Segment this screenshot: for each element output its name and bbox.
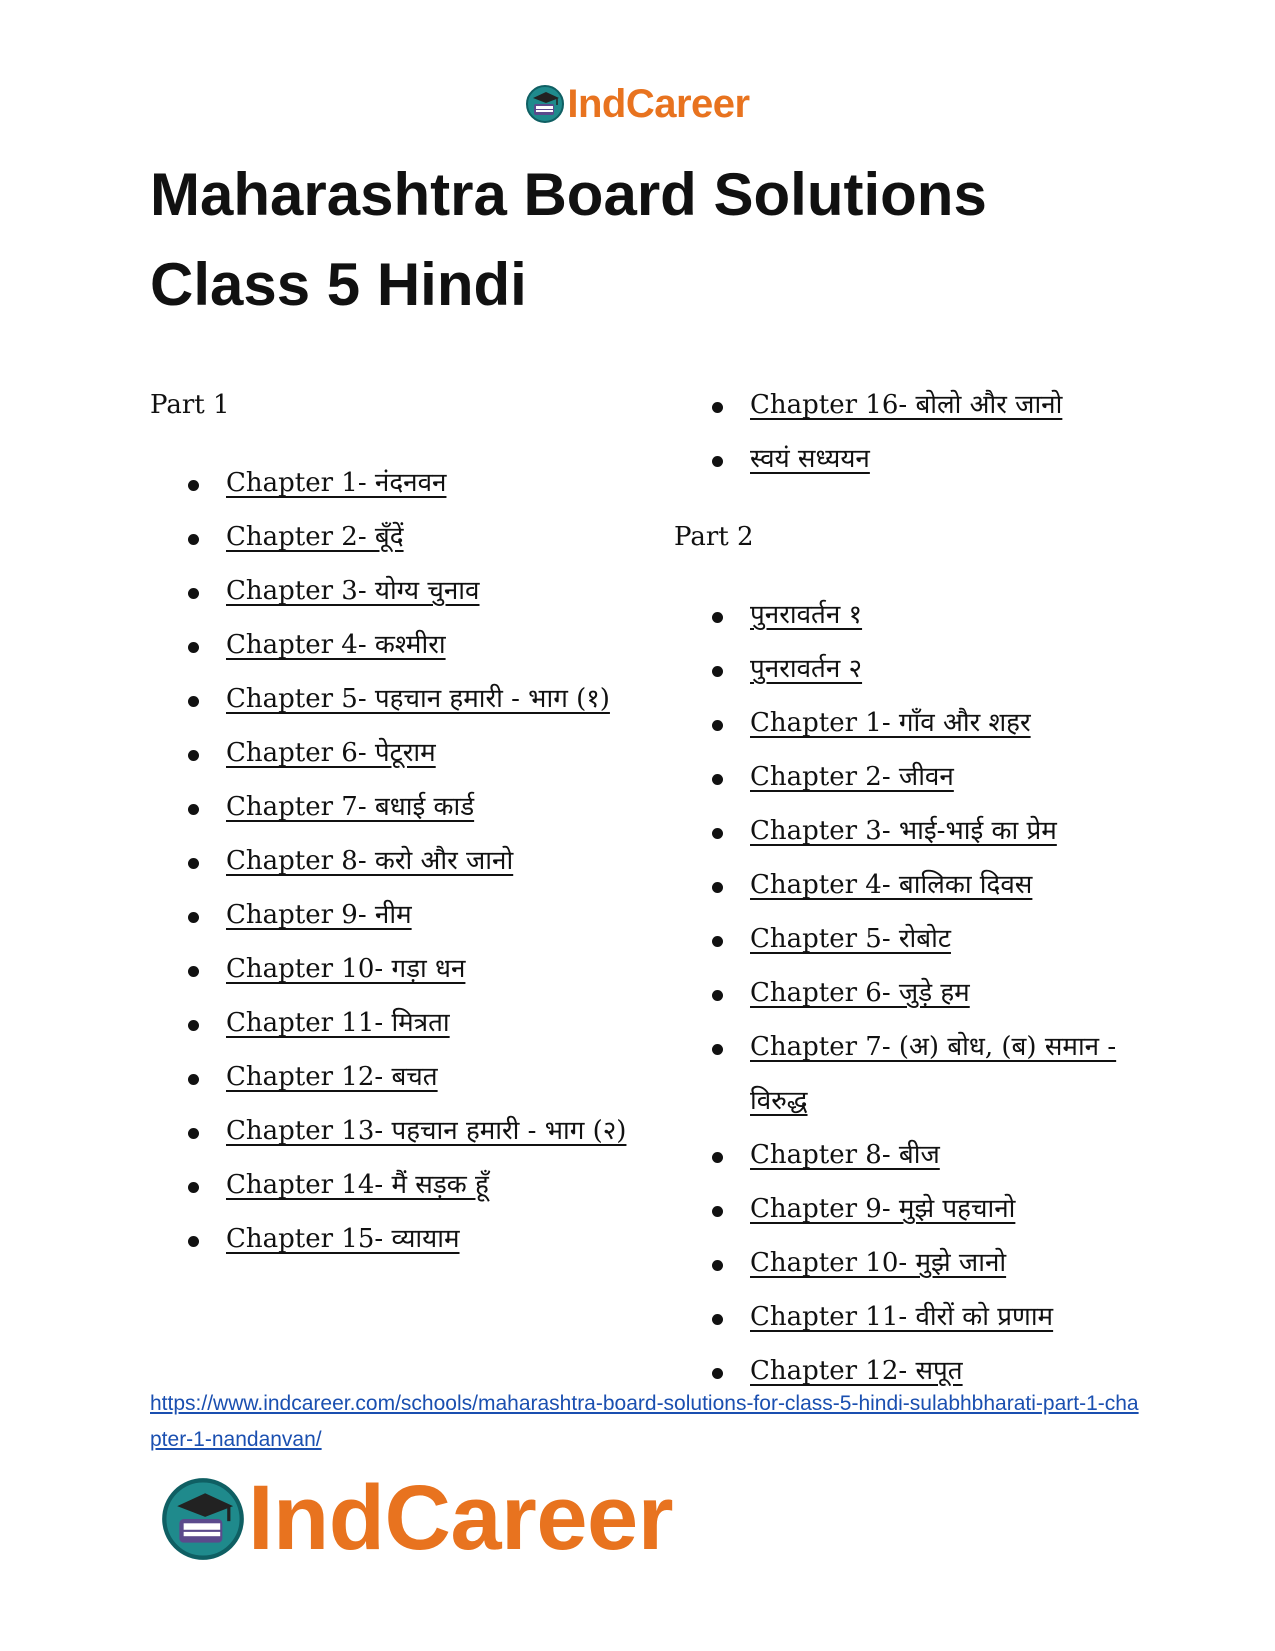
bullet-icon — [712, 612, 723, 623]
source-url-link[interactable]: https://www.indcareer.com/schools/maharashtra-board-solutions-for-class-5-hindi-sulabhbharati-part-1-chapter-1-nandanvan/ — [150, 1392, 1139, 1451]
chapter-link[interactable]: Chapter 14- मैं सड़क हूँ — [226, 1170, 489, 1200]
chapter-link[interactable]: Chapter 2- बूँदें — [226, 522, 404, 552]
bullet-icon — [712, 882, 723, 893]
bullet-icon — [188, 1074, 199, 1085]
chapter-link[interactable]: Chapter 5- रोबोट — [750, 924, 951, 954]
list-item — [674, 1236, 1144, 1290]
footer-logo[interactable] — [160, 1466, 673, 1571]
bullet-icon — [188, 966, 199, 977]
graduation-cap-book-icon — [525, 84, 565, 124]
list-item — [150, 1158, 630, 1212]
part-1-heading: Part 1 — [150, 390, 230, 420]
chapter-link[interactable]: Chapter 13- पहचान हमारी - भाग (२) — [226, 1116, 627, 1146]
bullet-icon — [712, 1314, 723, 1325]
list-item — [150, 672, 630, 726]
title-line-2: Class 5 Hindi — [150, 251, 527, 318]
bullet-icon — [712, 666, 723, 677]
bullet-icon — [188, 804, 199, 815]
bullet-icon — [712, 990, 723, 1001]
bullet-icon — [712, 1206, 723, 1217]
list-item — [150, 1050, 630, 1104]
chapter-link[interactable]: Chapter 16- बोलो और जानो — [750, 390, 1063, 420]
list-item — [150, 456, 630, 510]
chapter-link[interactable]: Chapter 9- नीम — [226, 900, 412, 930]
bullet-icon — [712, 828, 723, 839]
bullet-icon — [188, 588, 199, 599]
bullet-icon — [188, 534, 199, 545]
bullet-icon — [188, 1182, 199, 1193]
bullet-icon — [712, 1044, 723, 1055]
chapter-link[interactable]: Chapter 8- बीज — [750, 1140, 940, 1170]
bullet-icon — [188, 696, 199, 707]
bullet-icon — [188, 912, 199, 923]
bullet-icon — [188, 480, 199, 491]
bullet-icon — [712, 936, 723, 947]
bullet-icon — [188, 1236, 199, 1247]
list-item — [674, 1020, 1144, 1128]
chapter-link[interactable]: Chapter 1- गाँव और शहर — [750, 708, 1031, 738]
list-item — [674, 1290, 1144, 1344]
list-item — [150, 1212, 630, 1266]
list-item — [674, 432, 1144, 486]
graduation-cap-book-icon — [160, 1476, 246, 1562]
chapter-link[interactable]: Chapter 4- कश्मीरा — [226, 630, 446, 660]
chapter-link[interactable]: Chapter 11- मित्रता — [226, 1008, 450, 1038]
list-item — [150, 888, 630, 942]
chapter-link[interactable]: Chapter 3- योग्य चुनाव — [226, 576, 480, 606]
bullet-icon — [712, 720, 723, 731]
chapter-link[interactable]: पुनरावर्तन १ — [750, 600, 863, 630]
column-left — [150, 378, 630, 1266]
list-item — [150, 1104, 630, 1158]
chapter-link[interactable]: Chapter 3- भाई-भाई का प्रेम — [750, 816, 1057, 846]
chapter-link[interactable]: Chapter 8- करो और जानो — [226, 846, 514, 876]
bullet-icon — [188, 750, 199, 761]
list-item — [674, 588, 1144, 642]
bullet-icon — [188, 1128, 199, 1139]
chapter-link[interactable]: Chapter 5- पहचान हमारी - भाग (१) — [226, 684, 610, 714]
chapter-link[interactable]: Chapter 1- नंदनवन — [226, 468, 447, 498]
list-item — [674, 858, 1144, 912]
bullet-icon — [188, 1020, 199, 1031]
list-item — [674, 1128, 1144, 1182]
list-item — [150, 996, 630, 1050]
list-item — [150, 510, 630, 564]
bullet-icon — [712, 1260, 723, 1271]
list-item — [674, 804, 1144, 858]
part-2-heading: Part 2 — [674, 522, 754, 552]
bullet-icon — [712, 1152, 723, 1163]
list-item — [150, 726, 630, 780]
chapter-link[interactable]: Chapter 11- वीरों को प्रणाम — [750, 1302, 1054, 1332]
list-item — [150, 618, 630, 672]
list-item — [674, 1182, 1144, 1236]
list-item — [674, 966, 1144, 1020]
header-logo[interactable] — [0, 80, 1275, 128]
list-item — [674, 378, 1144, 432]
part-1-chapter-list — [150, 456, 630, 1266]
page-title — [150, 150, 1130, 330]
bullet-icon — [712, 456, 723, 467]
column-right — [674, 378, 1144, 1398]
bullet-icon — [188, 858, 199, 869]
list-item — [674, 642, 1144, 696]
title-line-1: Maharashtra Board Solutions — [150, 161, 987, 228]
chapter-link[interactable]: Chapter 12- बचत — [226, 1062, 438, 1092]
chapter-link[interactable]: Chapter 7- बधाई कार्ड — [226, 792, 475, 822]
list-item — [150, 780, 630, 834]
chapter-link[interactable]: Chapter 9- मुझे पहचानो — [750, 1194, 1016, 1224]
list-item — [150, 564, 630, 618]
bullet-icon — [712, 774, 723, 785]
chapter-link[interactable]: Chapter 12- सपूत — [750, 1356, 963, 1386]
bullet-icon — [712, 1368, 723, 1379]
brand-wordmark: IndCareer — [248, 1467, 673, 1569]
bullet-icon — [188, 642, 199, 653]
list-item — [150, 834, 630, 888]
bullet-icon — [712, 402, 723, 413]
part-1-chapter-list-continued — [674, 378, 1144, 486]
list-item — [150, 942, 630, 996]
chapter-link[interactable]: Chapter 15- व्यायाम — [226, 1224, 460, 1254]
chapter-link[interactable]: Chapter 6- जुड़े हम — [750, 978, 970, 1008]
chapter-link[interactable]: Chapter 4- बालिका दिवस — [750, 870, 1033, 900]
chapter-link[interactable]: Chapter 10- मुझे जानो — [750, 1248, 1007, 1278]
chapter-link[interactable]: Chapter 6- पेटूराम — [226, 738, 436, 768]
list-item — [674, 696, 1144, 750]
brand-wordmark: IndCareer — [567, 81, 750, 126]
chapter-link[interactable]: Chapter 7- (अ) बोध, (ब) समान - विरुद्ध — [750, 1032, 1117, 1116]
part-2-chapter-list — [674, 588, 1144, 1398]
chapter-link[interactable]: Chapter 10- गड़ा धन — [226, 954, 466, 984]
source-url — [150, 1386, 1140, 1458]
chapter-link[interactable]: पुनरावर्तन २ — [750, 654, 863, 684]
chapter-link[interactable]: Chapter 2- जीवन — [750, 762, 954, 792]
list-item — [674, 750, 1144, 804]
chapter-link[interactable]: स्वयं सध्ययन — [750, 444, 870, 474]
list-item — [674, 912, 1144, 966]
